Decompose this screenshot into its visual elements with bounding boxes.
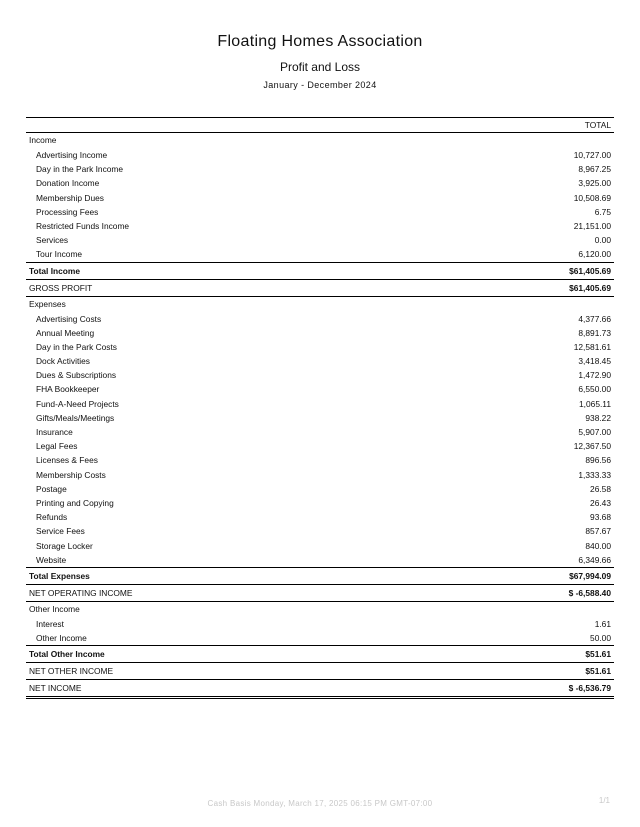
row-value: 1,472.90 — [578, 370, 611, 381]
line-item-row — [26, 553, 614, 567]
line-item-row — [26, 382, 614, 396]
company-name: Floating Homes Association — [217, 33, 423, 50]
row-value: 1,065.11 — [579, 398, 611, 409]
line-item-row — [26, 482, 614, 496]
line-item-row — [26, 524, 614, 538]
row-label: Licenses & Fees — [36, 455, 98, 466]
expenses-section-header — [26, 297, 614, 312]
line-item-row — [26, 340, 614, 354]
row-value: 6,120.00 — [578, 249, 611, 260]
row-value: 10,508.69 — [573, 192, 611, 203]
row-value: 840.00 — [585, 540, 611, 551]
row-label: Refunds — [36, 512, 68, 523]
row-label: NET INCOME — [29, 683, 82, 694]
expense-items — [26, 312, 614, 567]
row-label: Services — [36, 235, 69, 246]
line-item-row — [26, 205, 614, 219]
profit-loss-table — [26, 117, 614, 699]
gross-profit-row — [26, 280, 614, 297]
row-value: 1,333.33 — [578, 469, 611, 480]
row-label: Membership Dues — [36, 192, 104, 203]
line-item-row — [26, 453, 614, 467]
line-item-row — [26, 191, 614, 205]
row-value: $51.61 — [585, 649, 611, 660]
report-period: January - December 2024 — [263, 80, 377, 90]
line-item-row — [26, 148, 614, 162]
row-label: Processing Fees — [36, 206, 99, 217]
net-income-row — [26, 680, 614, 699]
page-number: 1/1 — [598, 796, 610, 805]
row-label: Website — [36, 554, 67, 565]
total-expenses-row — [26, 567, 614, 585]
section-label: Other Income — [29, 603, 80, 614]
row-value: $61,405.69 — [569, 265, 611, 276]
row-value: 3,925.00 — [578, 178, 611, 189]
line-item-row — [26, 326, 614, 340]
report-footer: Cash Basis Monday, March 17, 2025 06:15 PM GMT-07:00 — [207, 799, 433, 808]
section-label: Income — [29, 135, 57, 145]
row-value: 3,418.45 — [578, 356, 611, 367]
row-label: FHA Bookkeeper — [36, 384, 100, 395]
net-other-income-row — [26, 663, 614, 680]
line-item-row — [26, 397, 614, 411]
line-item-row — [26, 510, 614, 524]
row-value: $51.61 — [585, 666, 611, 677]
row-value: 12,367.50 — [573, 441, 611, 452]
line-item-row — [26, 219, 614, 233]
row-value: $ -6,536.79 — [568, 683, 611, 694]
line-item-row — [26, 368, 614, 382]
row-value: $67,994.09 — [569, 570, 611, 581]
row-label: Advertising Costs — [36, 313, 102, 324]
column-header-total: TOTAL — [584, 120, 611, 130]
row-value: $ -6,588.40 — [568, 587, 611, 598]
row-label: GROSS PROFIT — [29, 282, 93, 293]
line-item-row — [26, 247, 614, 261]
row-label: Donation Income — [36, 178, 100, 189]
other-income-items — [26, 617, 614, 645]
line-item-row — [26, 425, 614, 439]
report-title: Profit and Loss — [279, 60, 361, 74]
line-item-row — [26, 496, 614, 510]
row-value: 26.58 — [590, 483, 611, 494]
column-header-row — [26, 118, 614, 133]
income-section-header — [26, 133, 614, 148]
row-label: Legal Fees — [36, 441, 78, 452]
row-label: NET OTHER INCOME — [29, 666, 114, 677]
row-value: 6,349.66 — [578, 554, 611, 565]
row-label: Restricted Funds Income — [36, 220, 130, 231]
row-label: Day in the Park Costs — [36, 341, 117, 352]
row-label: Storage Locker — [36, 540, 93, 551]
other-income-section-header — [26, 602, 614, 617]
row-label: Dock Activities — [36, 356, 90, 367]
line-item-row — [26, 233, 614, 247]
net-operating-income-row — [26, 585, 614, 602]
line-item-row — [26, 468, 614, 482]
row-label: Membership Costs — [36, 469, 106, 480]
row-label: Dues & Subscriptions — [36, 370, 117, 381]
row-label: Annual Meeting — [36, 327, 95, 338]
row-label: Interest — [36, 618, 64, 629]
line-item-row — [26, 176, 614, 190]
row-label: Total Other Income — [29, 649, 105, 660]
row-label: Postage — [36, 483, 67, 494]
row-label: Service Fees — [36, 526, 85, 537]
row-value: 0.00 — [594, 235, 611, 246]
row-label: Advertising Income — [36, 150, 108, 160]
line-item-row — [26, 439, 614, 453]
row-label: Total Expenses — [29, 570, 90, 581]
total-other-income-row — [26, 645, 614, 663]
row-value: 6.75 — [594, 206, 611, 217]
row-value: 50.00 — [590, 633, 611, 644]
row-value: 896.56 — [585, 455, 611, 466]
row-label: Printing and Copying — [36, 497, 114, 508]
row-value: 12,581.61 — [573, 341, 611, 352]
line-item-row — [26, 411, 614, 425]
line-item-row — [26, 354, 614, 368]
line-item-row — [26, 631, 614, 645]
row-value: 8,891.73 — [578, 327, 611, 338]
row-value: 938.22 — [585, 412, 611, 423]
row-label: NET OPERATING INCOME — [29, 587, 133, 598]
line-item-row — [26, 617, 614, 631]
row-value: 8,967.25 — [578, 164, 611, 175]
row-value: 6,550.00 — [578, 384, 611, 395]
row-label: Insurance — [36, 427, 73, 437]
line-item-row — [26, 162, 614, 176]
row-label: Fund-A-Need Projects — [36, 398, 119, 409]
row-value: 21,151.00 — [573, 220, 611, 231]
total-income-row — [26, 262, 614, 280]
line-item-row — [26, 312, 614, 326]
row-value: 10,727.00 — [573, 150, 611, 160]
row-value: 93.68 — [590, 512, 611, 523]
row-label: Day in the Park Income — [36, 164, 124, 175]
row-value: 1.61 — [594, 618, 611, 629]
income-items — [26, 148, 614, 262]
section-label: Expenses — [29, 298, 66, 309]
row-value: 26.43 — [590, 497, 611, 508]
row-label: Other Income — [36, 633, 87, 644]
row-value: 4,377.66 — [578, 313, 611, 324]
row-value: $61,405.69 — [569, 282, 611, 293]
row-value: 5,907.00 — [578, 427, 611, 437]
row-label: Total Income — [29, 265, 81, 276]
row-value: 857.67 — [585, 526, 611, 537]
row-label: Tour Income — [36, 249, 83, 260]
row-label: Gifts/Meals/Meetings — [36, 412, 115, 423]
line-item-row — [26, 539, 614, 553]
